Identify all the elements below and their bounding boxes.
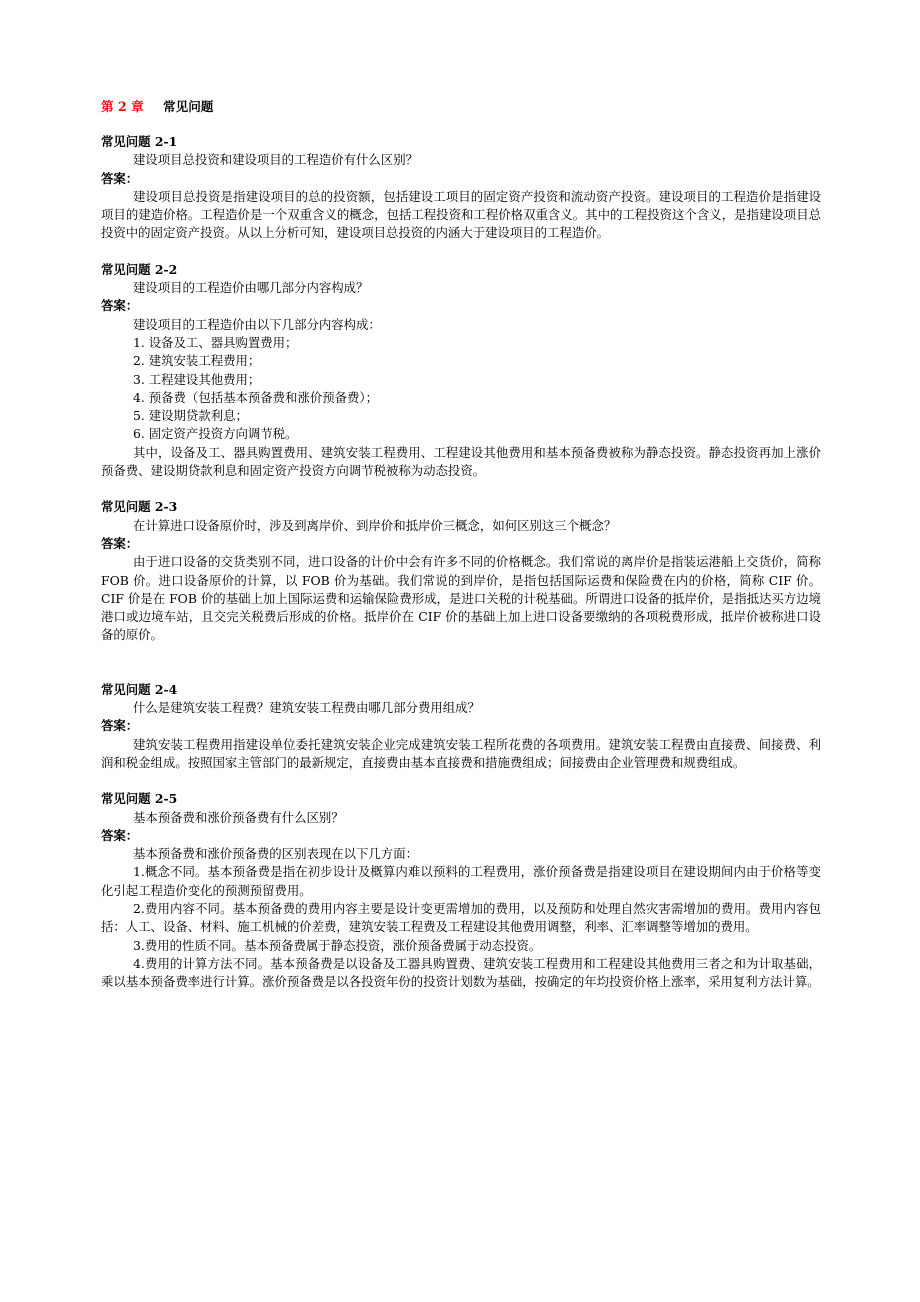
- answer-conclusion: 其中，设备及工、器具购置费用、建筑安装工程费用、工程建设其他费用和基本预备费被称为静态投资。静态投资再加上涨价预备费、建设期贷款利息和固定资产投资方向调节税被称为动态投资。: [101, 444, 821, 479]
- question-title: 常见问题 2-5: [101, 791, 178, 807]
- question-text: 建设项目的工程造价由哪几部分内容构成？: [133, 280, 369, 296]
- chapter-heading: [101, 98, 821, 116]
- question-text: 什么是建筑安装工程费？建筑安装工程费由哪几部分费用组成？: [133, 700, 480, 716]
- answer-label: 答案：: [101, 298, 139, 314]
- faq-section-2-3: [101, 498, 821, 644]
- faq-section-2-1: [101, 133, 821, 243]
- answer-paragraph: 基本预备费和涨价预备费的区别表现在以下几方面：: [133, 846, 418, 862]
- question-title: 常见问题 2-1: [101, 134, 178, 149]
- spacer: [101, 663, 821, 681]
- chapter-title: 常见问题: [163, 99, 214, 114]
- answer-paragraph: 建设项目总投资是指建设项目的总的投资额，包括建设工项目的固定资产投资和流动资产投资。建设项目的工程造价是指建设项目的建造价格。工程造价是一个双重含义的概念，包括工程投资和工程价格双重含义。其中的工程投资这个含义，是指建设项目总投资中的固定资产投资。从以上分析可知，建设项目总投资的内涵大于建设项目的工程造价。: [101, 188, 821, 241]
- question-title: 常见问题 2-2: [101, 261, 178, 277]
- question-title: 常见问题 2-3: [101, 499, 178, 515]
- answer-label: 答案：: [101, 827, 139, 843]
- question-text: 建设项目总投资和建设项目的工程造价有什么区别？: [133, 152, 418, 168]
- faq-section-2-2: [101, 261, 821, 481]
- list-item: 1. 设备及工、器具购置费用；: [133, 334, 298, 350]
- answer-paragraph: 1.概念不同。基本预备费是指在初步设计及概算内难以预料的工程费用，涨价预备费是指建设项目在建设期间内由于价格等变化引起工程造价变化的预测预留费用。: [101, 864, 821, 898]
- answer-label: 答案：: [101, 170, 139, 186]
- question-text: 在计算进口设备原价时，涉及到离岸价、到岸价和抵岸价三概念，如何区别这三个概念？: [133, 517, 617, 533]
- question-title: 常见问题 2-4: [101, 681, 178, 697]
- answer-label: 答案：: [101, 718, 139, 734]
- document-page: [101, 98, 821, 1009]
- list-item: 2. 建筑安装工程费用；: [133, 353, 261, 369]
- answer-paragraph: 建筑安装工程费用指建设单位委托建筑安装企业完成建筑安装工程所花费的各项费用。建筑安装工程费由直接费、间接费、利润和税金组成。按照国家主管部门的最新规定，直接费由基本直接费和措施费组成；间接费由企业管理费和规费组成。: [101, 736, 821, 770]
- answer-intro: 建设项目的工程造价由以下几部分内容构成：: [133, 316, 381, 332]
- answer-paragraph: 3.费用的性质不同。基本预备费属于静态投资，涨价预备费属于动态投资。: [133, 937, 542, 953]
- question-text: 基本预备费和涨价预备费有什么区别？: [133, 809, 344, 825]
- faq-section-2-4: [101, 681, 821, 772]
- list-item: 4. 预备费（包括基本预备费和涨价预备费）；: [133, 389, 378, 405]
- faq-section-2-5: [101, 790, 821, 991]
- list-item: 5. 建设期贷款利息；: [133, 408, 248, 424]
- list-item: 6. 固定资产投资方向调节税。: [133, 426, 298, 442]
- answer-paragraph: 4.费用的计算方法不同。基本预备费是以设备及工器具购置费、建筑安装工程费用和工程建设其他费用三者之和为计取基础，乘以基本预备费率进行计算。涨价预备费是以各投资年份的投资计划数为基础，按确定的年均投资价格上涨率，采用复利方法计算。: [101, 955, 821, 990]
- chapter-number: 第 2 章: [101, 99, 144, 114]
- list-item: 3. 工程建设其他费用；: [133, 371, 261, 387]
- answer-paragraph: 由于进口设备的交货类别不同，进口设备的计价中会有许多不同的价格概念。我们常说的离岸价是指装运港船上交货价，简称 FOB 价。进口设备原价的计算，以 FOB 价为基础。我们常说的到岸价，是指包括国际运费和保险费在内的价格，简称 CIF 价。CIF 价是在 FOB 价的基础上加上国际运费和运输保险费形成，是进口关税的计税基础。所谓进口设备的抵岸价，是指抵达买方边境港口或边境车站，且交完关税费后形成的价格。抵岸价在 CIF 价的基础上加上进口设备要缴纳的各项税费形成，抵岸价被称进口设备的原价。: [101, 554, 821, 643]
- answer-label: 答案：: [101, 535, 139, 551]
- answer-paragraph: 2.费用内容不同。基本预备费的费用内容主要是设计变更需增加的费用，以及预防和处理自然灾害需增加的费用。费用内容包括：人工、设备、材料、施工机械的价差费，建筑安装工程费及工程建设其他费用调整，利率、汇率调整等增加的费用。: [101, 900, 821, 935]
